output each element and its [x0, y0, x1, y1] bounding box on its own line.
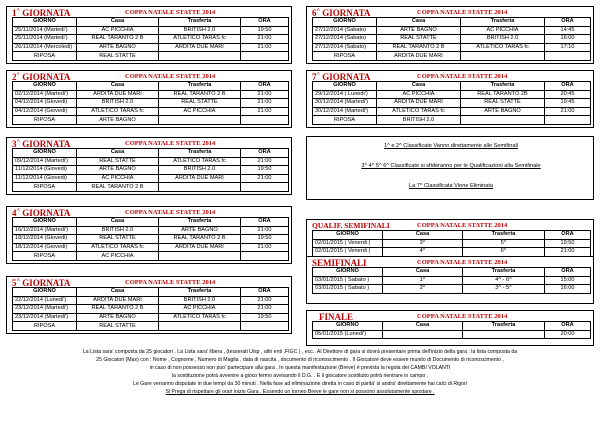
table-header: GIORNO Casa Trasferta ORA	[13, 218, 289, 227]
table-row: 29/12/2014 ( Lunedi') AC PICCHIA REAL TARANTO 2B 20:45	[313, 90, 591, 99]
info-panel	[306, 136, 594, 200]
finale-panel	[306, 310, 594, 346]
qualif-semifinali-table	[312, 230, 591, 257]
giornata-5-table	[12, 287, 289, 331]
giornata-1-title: 1^ GIORNATA	[12, 8, 71, 18]
table-header: GIORNO Casa Trasferta ORA	[13, 18, 289, 27]
note-line: Si Prega di rispettare gli orari inizio Gara . Essendo un torneo Breve le gare non si possono assolutamente spostare .	[165, 389, 435, 395]
table-header: GIORNO Casa Trasferta ORA	[13, 288, 289, 297]
table-row: 02/01/2015 ( Venerdi ) 3^ 5^ 19:50	[313, 239, 591, 248]
giornata-6-panel	[306, 6, 594, 64]
table-row: 23/12/2014 (Martedi') ARTE BAGNO ATLETICO TARAS fc 19:50	[13, 313, 289, 322]
giornata-3-cup-title: COPPA NATALE STATTE 2014	[125, 140, 216, 147]
table-header: GIORNO Casa Trasferta ORA	[13, 82, 289, 91]
semi-cup-title: COPPA NATALE STATTE 2014	[417, 259, 508, 266]
semifinali-title: SEMIFINALI	[312, 258, 367, 268]
table-row: 03/01/2015 ( Sabato ) 1^ 4^ - 6^ 15:00	[313, 276, 591, 285]
table-row: 23/12/2014 (Martedi') REAL TARANTO 2 B AC PICCHIA 21:00	[13, 305, 289, 314]
giornata-2-table	[12, 81, 289, 125]
giornata-5-cup-title: COPPA NATALE STATTE 2014	[125, 279, 216, 286]
note-line: la sostituzione potrà avvenire a gioco fermo avvisando il D.G. . E il giocatore sostituito potrà rientrare in campo .	[171, 373, 429, 379]
giornata-1-panel	[6, 6, 292, 64]
table-row: 05/01/2015 (Lunedi') 20:00	[313, 330, 591, 339]
finale-title: FINALE	[319, 312, 354, 322]
table-row: 02/12/2014 (Martedi') ARDITA DUE MARI REAL TARANTO 2 B 21:00	[13, 90, 289, 99]
table-row: 04/12/2014 (Giovedi) ATLETICO TARAS fc AC PICCHIA 21:00	[13, 107, 289, 116]
table-row: 26/11/2014 (Mercoledi) ARTE BAGNO ARDITA DUE MARI 21:00	[13, 43, 289, 52]
note-line: La Lista sara' composta da 25 giocatori . La Lista sara' libera , (tesserati Uisp , altri enti ,FIGC ) , ecc.. Al Direttore di gara si dovrà presentare prima dell'inizio della gara : la lista composta da	[82, 349, 518, 355]
riposa-row: RIPOSA ARTE BAGNO	[13, 116, 289, 125]
giornata-1-cup-title: COPPA NATALE STATTE 2014	[125, 9, 216, 16]
info-line-3: La 7^ Classificata Viene Eliminata	[409, 183, 493, 189]
finale-cup-title: COPPA NATALE STATTE 2014	[417, 313, 508, 320]
table-header: GIORNO Casa Trasferta ORA	[313, 82, 591, 91]
riposa-row: RIPOSA REAL TARANTO 2 B	[13, 183, 289, 192]
table-row: 18/12/2014 (Giovedi) ATLETICO TARAS fc ARDITA DUE MARI 21:00	[13, 243, 289, 252]
table-row: 22/12/2014 (Lunedi') ARDITA DUE MARI BRITISH 2.0 21:00	[13, 296, 289, 305]
giornata-4-cup-title: COPPA NATALE STATTE 2014	[125, 209, 216, 216]
note-line: Le Gare verranno disputate in due tempi da 30 minuti . Nella fase ad eliminazione diretta in caso di parita' si andra' direttamente hai calci di Rigori	[133, 381, 467, 387]
table-row: 25/11/2014 (Martedi') AC PICCHIA BRITISH 2.0 19:50	[13, 26, 289, 35]
table-header: GIORNO Casa Trasferta ORA	[13, 149, 289, 158]
riposa-row: RIPOSA BRITISH 2.0	[313, 116, 591, 125]
table-row: 09/12/2014 (Martedi') REAL STATTE ATLETICO TARAS fc 21:00	[13, 157, 289, 166]
giornata-6-table	[312, 17, 591, 61]
table-header: GIORNO Casa Trasferta ORA	[313, 268, 591, 277]
giornata-4-panel	[6, 206, 292, 264]
table-row: 11/12/2014 (Giovedi) ARTE BAGNO BRITISH 2.0 19:50	[13, 166, 289, 175]
table-header: GIORNO Casa Trasferta ORA	[313, 18, 591, 27]
giornata-3-table	[12, 148, 289, 192]
table-row: 30/12/2014 (Martedi') ARDITA DUE MARI REAL STATTE 19:45	[313, 99, 591, 108]
info-line-1: 1^ e 2^ Classificate Vanno direttamente alle Semifinali	[384, 143, 518, 149]
table-row: 27/12/2014 (Sabato) ARTE BAGNO AC PICCHIA 14:45	[313, 26, 591, 35]
giornata-7-cup-title: COPPA NATALE STATTE 2014	[417, 73, 508, 80]
giornata-4-title: 4^ GIORNATA	[12, 208, 71, 218]
table-row: 11/12/2014 (Giovedi) AC PICCHIA ARDITA DUE MARI 21:00	[13, 174, 289, 183]
giornata-6-cup-title: COPPA NATALE STATTE 2014	[417, 9, 508, 16]
rules-notes	[10, 348, 590, 396]
riposa-row: RIPOSA REAL STATTE	[13, 322, 289, 331]
riposa-row: RIPOSA ARDITA DUE MARI	[313, 52, 591, 61]
table-row: 18/12/2014 (Giovedi) REAL STATTE REAL TARANTO 2 B 19:50	[13, 235, 289, 244]
qualif-cup-title: COPPA NATALE STATTE 2014	[417, 222, 508, 229]
giornata-6-title: 6^ GIORNATA	[312, 8, 371, 18]
note-line: in caso di non possesso non puo' partecipare alla gara . In questa manifestazione (Breve) è prevista la regola dei CAMBI VOLANTI	[149, 365, 451, 371]
giornata-3-title: 3^ GIORNATA	[12, 139, 71, 149]
table-header: GIORNO Casa Trasferta ORA	[313, 322, 591, 331]
riposa-row: RIPOSA AC PICCHIA	[13, 252, 289, 261]
giornata-2-cup-title: COPPA NATALE STATTE 2014	[125, 73, 216, 80]
table-row: 04/12/2014 (Giovedi) BRITISH 2.0 REAL STATTE 21:00	[13, 99, 289, 108]
table-row: 02/01/2015 ( Venerdi ) 4^ 6^ 21:00	[313, 248, 591, 257]
giornata-3-panel	[6, 137, 292, 195]
table-row: 27/12/2014 (Sabato) REAL TARANTO 2 B ATLETICO TARAS fc 17:10	[313, 43, 591, 52]
riposa-row: RIPOSA REAL STATTE	[13, 52, 289, 61]
giornata-5-panel	[6, 276, 292, 334]
note-line: 25 Giocatori (Max) con : Nome , Cognome , Numero di Maglia , data di nascita , documento di riconoscimento . Il Giocatore deve essere munito di Documento di riconoscimento ,	[96, 357, 504, 363]
giornata-5-title: 5^ GIORNATA	[12, 278, 71, 288]
qualif-semifinali-title: QUALIF. SEMIFINALI	[312, 221, 390, 230]
table-row: 30/12/2014 (Martedi') ATLETICO TARAS fc ARTE BAGNO 21:00	[313, 107, 591, 116]
giornata-7-table	[312, 81, 591, 125]
giornata-1-table	[12, 17, 289, 61]
table-row: 27/12/2014 (Sabato) REAL STATTE BRITISH 2.0 16:00	[313, 35, 591, 44]
semifinali-panel	[306, 256, 594, 304]
semifinali-table	[312, 267, 591, 294]
giornata-4-table	[12, 217, 289, 261]
finale-table	[312, 321, 591, 339]
giornata-7-panel	[306, 70, 594, 128]
table-row: 03/01/2015 ( Sabato ) 2^ 3^ - 5^ 16:00	[313, 285, 591, 294]
info-line-2: 3^ 4^ 5^ 6^ Classificate si sfideranno per le Qualificazioni alla Semifinale	[361, 163, 541, 169]
giornata-2-panel	[6, 70, 292, 128]
table-header: GIORNO Casa Trasferta ORA	[313, 231, 591, 240]
giornata-7-title: 7^ GIORNATA	[312, 72, 371, 82]
table-row: 25/11/2014 (Martedi') REAL TARANTO 2 B ATLETICO TARAS fc 21:00	[13, 35, 289, 44]
table-row: 16/12/2014 (Martedi') BRITISH 2.0 ARTE BAGNO 21:00	[13, 226, 289, 235]
giornata-2-title: 2^ GIORNATA	[12, 72, 71, 82]
